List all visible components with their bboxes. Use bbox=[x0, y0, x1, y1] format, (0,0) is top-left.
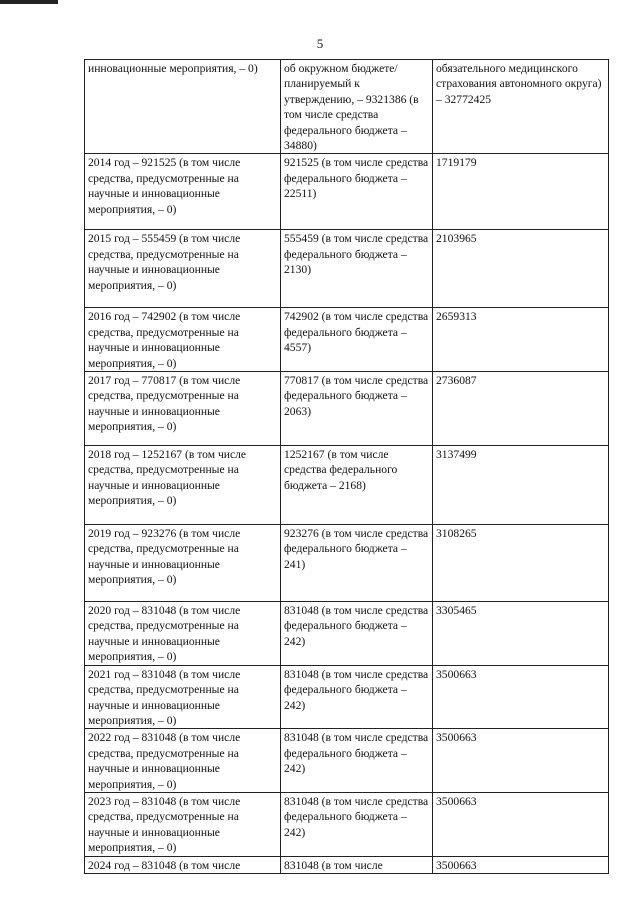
table-cell-regional: 921525 (в том числе средства федерального бюджета – 22511) bbox=[281, 154, 433, 230]
table-row bbox=[85, 446, 609, 525]
table-cell-insurance: 3305465 bbox=[433, 602, 609, 666]
table-row bbox=[85, 308, 609, 372]
table-cell-regional: 1252167 (в том числе средства федерального бюджета – 2168) bbox=[281, 446, 433, 525]
table-row bbox=[85, 856, 609, 873]
table-cell-total: 2017 год – 770817 (в том числе средства, предусмотренные на научные и инновационные мероприятия, – 0) bbox=[85, 372, 281, 446]
table-cell-insurance: 3500663 bbox=[433, 792, 609, 856]
table-cell-insurance: 3137499 bbox=[433, 446, 609, 525]
table-cell-insurance: 3500663 bbox=[433, 729, 609, 793]
page-number: 5 bbox=[316, 36, 324, 51]
table-cell-total: 2016 год – 742902 (в том числе средства, предусмотренные на научные и инновационные мероприятия, – 0) bbox=[85, 308, 281, 372]
table-cell-insurance: обязательного медицинского страхования автономного округа) – 32772425 bbox=[433, 60, 609, 154]
table-cell-regional: 923276 (в том числе средства федерального бюджета – 241) bbox=[281, 525, 433, 602]
table-row bbox=[85, 60, 609, 154]
table-cell-total: 2019 год – 923276 (в том числе средства, предусмотренные на научные и инновационные мероприятия, – 0) bbox=[85, 525, 281, 602]
table-row bbox=[85, 525, 609, 602]
table-cell-regional: 831048 (в том числе средства федерального бюджета – 242) bbox=[281, 792, 433, 856]
table-cell-total: 2021 год – 831048 (в том числе средства, предусмотренные на научные и инновационные мероприятия, – 0) bbox=[85, 665, 281, 729]
budget-table bbox=[84, 59, 609, 874]
table-cell-regional: 831048 (в том числе bbox=[281, 856, 433, 873]
table-cell-regional: 555459 (в том числе средства федерального бюджета – 2130) bbox=[281, 230, 433, 308]
table-cell-total: 2023 год – 831048 (в том числе средства, предусмотренные на научные и инновационные мероприятия, – 0) bbox=[85, 792, 281, 856]
table-cell-insurance: 2736087 bbox=[433, 372, 609, 446]
table-cell-insurance: 3500663 bbox=[433, 665, 609, 729]
table-cell-total: 2020 год – 831048 (в том числе средства, предусмотренные на научные и инновационные мероприятия, – 0) bbox=[85, 602, 281, 666]
table-row bbox=[85, 729, 609, 793]
table-cell-insurance: 2103965 bbox=[433, 230, 609, 308]
table-cell-total: 2015 год – 555459 (в том числе средства, предусмотренные на научные и инновационные мероприятия, – 0) bbox=[85, 230, 281, 308]
table-row bbox=[85, 792, 609, 856]
table-row bbox=[85, 372, 609, 446]
table-cell-regional: об окружном бюджете/планируемый к утверждению, – 9321386 (в том числе средства федерального бюджета – 34880) bbox=[281, 60, 433, 154]
table-cell-regional: 831048 (в том числе средства федерального бюджета – 242) bbox=[281, 665, 433, 729]
table-cell-regional: 831048 (в том числе средства федерального бюджета – 242) bbox=[281, 602, 433, 666]
table-cell-insurance: 3108265 bbox=[433, 525, 609, 602]
table-cell-insurance: 1719179 bbox=[433, 154, 609, 230]
table-cell-total: 2022 год – 831048 (в том числе средства, предусмотренные на научные и инновационные мероприятия, – 0) bbox=[85, 729, 281, 793]
table-cell-regional: 742902 (в том числе средства федерального бюджета – 4557) bbox=[281, 308, 433, 372]
table-cell-total: 2018 год – 1252167 (в том числе средства, предусмотренные на научные и инновационные мероприятия, – 0) bbox=[85, 446, 281, 525]
table-row bbox=[85, 154, 609, 230]
table-row bbox=[85, 665, 609, 729]
table-cell-total: 2024 год – 831048 (в том числе bbox=[85, 856, 281, 873]
table-cell-total: инновационные мероприятия, – 0) bbox=[85, 60, 281, 154]
table-row bbox=[85, 230, 609, 308]
table-cell-insurance: 3500663 bbox=[433, 856, 609, 873]
table-row bbox=[85, 602, 609, 666]
table-cell-regional: 831048 (в том числе средства федерального бюджета – 242) bbox=[281, 729, 433, 793]
scan-corner-mark bbox=[0, 0, 58, 4]
table-cell-regional: 770817 (в том числе средства федерального бюджета – 2063) bbox=[281, 372, 433, 446]
table-cell-total: 2014 год – 921525 (в том числе средства, предусмотренные на научные и инновационные мероприятия, – 0) bbox=[85, 154, 281, 230]
table-cell-insurance: 2659313 bbox=[433, 308, 609, 372]
